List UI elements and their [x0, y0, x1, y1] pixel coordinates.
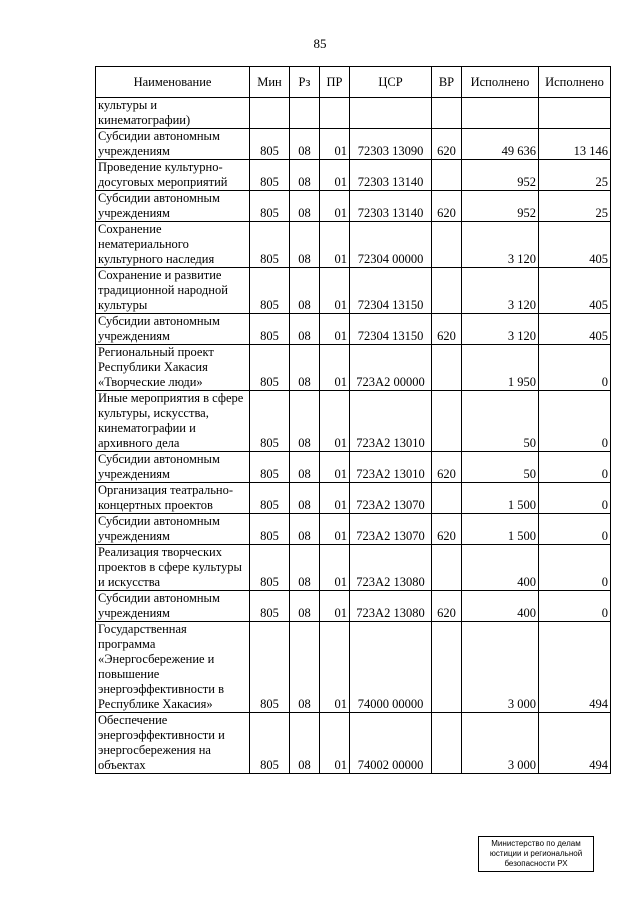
cell-vr: 620 — [432, 452, 462, 483]
cell-rz: 08 — [290, 591, 320, 622]
cell-min — [250, 98, 290, 129]
cell-csr: 72303 13140 — [350, 191, 432, 222]
header-pr: ПР — [320, 67, 350, 98]
cell-name: Сохранение и развитие традиционной народной культуры — [96, 268, 250, 314]
cell-executed-2: 25 — [539, 191, 611, 222]
cell-executed-2: 0 — [539, 514, 611, 545]
cell-min: 805 — [250, 345, 290, 391]
table-row — [96, 483, 611, 514]
cell-executed-2: 405 — [539, 268, 611, 314]
cell-executed-2 — [539, 98, 611, 129]
cell-executed-2: 405 — [539, 314, 611, 345]
cell-executed-1: 952 — [462, 160, 539, 191]
cell-name: Субсидии автономным учреждениям — [96, 514, 250, 545]
cell-name: Обеспечение энергоэффективности и энергосбережения на объектах — [96, 713, 250, 774]
cell-name: Государственная программа «Энергосбережение и повышение энергоэффективности в Республике Хакасия» — [96, 622, 250, 713]
cell-pr: 01 — [320, 160, 350, 191]
header-min: Мин — [250, 67, 290, 98]
header-executed-1: Исполнено — [462, 67, 539, 98]
cell-csr: 72304 00000 — [350, 222, 432, 268]
cell-pr: 01 — [320, 591, 350, 622]
cell-executed-2: 0 — [539, 483, 611, 514]
cell-name: Субсидии автономным учреждениям — [96, 452, 250, 483]
cell-min: 805 — [250, 391, 290, 452]
ministry-stamp — [478, 836, 594, 872]
table-row — [96, 452, 611, 483]
cell-csr: 723А2 13080 — [350, 545, 432, 591]
cell-csr: 723А2 13080 — [350, 591, 432, 622]
header-csr: ЦСР — [350, 67, 432, 98]
cell-rz: 08 — [290, 222, 320, 268]
cell-vr: 620 — [432, 514, 462, 545]
cell-vr — [432, 98, 462, 129]
cell-min: 805 — [250, 191, 290, 222]
cell-rz: 08 — [290, 314, 320, 345]
cell-min: 805 — [250, 222, 290, 268]
cell-name: Сохранение нематериального культурного наследия — [96, 222, 250, 268]
cell-name: Реализация творческих проектов в сфере культуры и искусства — [96, 545, 250, 591]
cell-executed-1: 49 636 — [462, 129, 539, 160]
cell-pr: 01 — [320, 391, 350, 452]
cell-pr: 01 — [320, 191, 350, 222]
cell-vr — [432, 345, 462, 391]
cell-csr: 72303 13140 — [350, 160, 432, 191]
cell-pr: 01 — [320, 345, 350, 391]
cell-executed-2: 0 — [539, 545, 611, 591]
table-row — [96, 129, 611, 160]
cell-csr: 74000 00000 — [350, 622, 432, 713]
cell-csr: 72304 13150 — [350, 268, 432, 314]
cell-pr: 01 — [320, 222, 350, 268]
cell-pr: 01 — [320, 622, 350, 713]
stamp-line: Министерство по делам — [491, 839, 581, 848]
table-header-row — [96, 67, 611, 98]
table-row — [96, 345, 611, 391]
table-row — [96, 622, 611, 713]
table-row — [96, 314, 611, 345]
cell-rz: 08 — [290, 483, 320, 514]
cell-pr: 01 — [320, 129, 350, 160]
cell-pr: 01 — [320, 452, 350, 483]
cell-executed-1: 50 — [462, 391, 539, 452]
cell-name: Субсидии автономным учреждениям — [96, 191, 250, 222]
cell-rz: 08 — [290, 191, 320, 222]
table-row — [96, 514, 611, 545]
cell-executed-1: 1 950 — [462, 345, 539, 391]
cell-min: 805 — [250, 545, 290, 591]
cell-executed-1: 3 120 — [462, 314, 539, 345]
cell-executed-2: 0 — [539, 391, 611, 452]
cell-executed-1: 3 000 — [462, 622, 539, 713]
cell-min: 805 — [250, 622, 290, 713]
cell-executed-1: 3 000 — [462, 713, 539, 774]
cell-pr — [320, 98, 350, 129]
cell-executed-2: 494 — [539, 713, 611, 774]
cell-rz: 08 — [290, 268, 320, 314]
table-row — [96, 591, 611, 622]
cell-vr — [432, 391, 462, 452]
cell-vr: 620 — [432, 314, 462, 345]
cell-name: Субсидии автономным учреждениям — [96, 314, 250, 345]
cell-executed-1: 1 500 — [462, 483, 539, 514]
cell-min: 805 — [250, 160, 290, 191]
header-executed-2: Исполнено — [539, 67, 611, 98]
cell-min: 805 — [250, 129, 290, 160]
page-number: 85 — [313, 36, 327, 51]
cell-pr: 01 — [320, 483, 350, 514]
cell-rz: 08 — [290, 545, 320, 591]
cell-executed-1: 400 — [462, 545, 539, 591]
cell-vr — [432, 483, 462, 514]
cell-executed-1: 50 — [462, 452, 539, 483]
cell-name: Субсидии автономным учреждениям — [96, 129, 250, 160]
table-row — [96, 191, 611, 222]
cell-csr — [350, 98, 432, 129]
header-rz: Рз — [290, 67, 320, 98]
cell-csr: 72304 13150 — [350, 314, 432, 345]
cell-rz — [290, 98, 320, 129]
cell-rz: 08 — [290, 391, 320, 452]
cell-executed-1: 3 120 — [462, 222, 539, 268]
stamp-line: безопасности РХ — [504, 859, 568, 868]
table-row — [96, 391, 611, 452]
cell-executed-1 — [462, 98, 539, 129]
cell-vr — [432, 222, 462, 268]
cell-csr: 72303 13090 — [350, 129, 432, 160]
cell-csr: 74002 00000 — [350, 713, 432, 774]
cell-csr: 723А2 00000 — [350, 345, 432, 391]
cell-name: Региональный проект Республики Хакасия «Творческие люди» — [96, 345, 250, 391]
cell-name: культуры и кинематографии) — [96, 98, 250, 129]
cell-name: Иные мероприятия в сфере культуры, искусства, кинематографии и архивного дела — [96, 391, 250, 452]
cell-executed-1: 952 — [462, 191, 539, 222]
cell-executed-2: 494 — [539, 622, 611, 713]
cell-csr: 723А2 13070 — [350, 514, 432, 545]
cell-rz: 08 — [290, 129, 320, 160]
cell-vr — [432, 713, 462, 774]
cell-min: 805 — [250, 268, 290, 314]
cell-name: Проведение культурно-досуговых мероприятий — [96, 160, 250, 191]
table-row — [96, 98, 611, 129]
cell-csr: 723А2 13070 — [350, 483, 432, 514]
budget-table — [95, 66, 611, 774]
cell-name: Организация театрально-концертных проектов — [96, 483, 250, 514]
cell-min: 805 — [250, 314, 290, 345]
cell-executed-2: 25 — [539, 160, 611, 191]
cell-min: 805 — [250, 514, 290, 545]
cell-name: Субсидии автономным учреждениям — [96, 591, 250, 622]
cell-executed-2: 0 — [539, 345, 611, 391]
table-row — [96, 222, 611, 268]
header-vr: ВР — [432, 67, 462, 98]
table-row — [96, 545, 611, 591]
cell-rz: 08 — [290, 514, 320, 545]
cell-min: 805 — [250, 483, 290, 514]
table-row — [96, 713, 611, 774]
cell-vr: 620 — [432, 129, 462, 160]
cell-vr — [432, 268, 462, 314]
header-name: Наименование — [96, 67, 250, 98]
cell-min: 805 — [250, 713, 290, 774]
cell-pr: 01 — [320, 268, 350, 314]
cell-executed-1: 3 120 — [462, 268, 539, 314]
cell-rz: 08 — [290, 622, 320, 713]
cell-vr — [432, 545, 462, 591]
cell-executed-1: 400 — [462, 591, 539, 622]
stamp-line: юстиции и региональной — [489, 849, 583, 858]
cell-csr: 723А2 13010 — [350, 391, 432, 452]
cell-pr: 01 — [320, 713, 350, 774]
table-row — [96, 160, 611, 191]
cell-executed-2: 0 — [539, 452, 611, 483]
cell-pr: 01 — [320, 514, 350, 545]
cell-rz: 08 — [290, 452, 320, 483]
cell-min: 805 — [250, 452, 290, 483]
cell-vr: 620 — [432, 591, 462, 622]
cell-rz: 08 — [290, 345, 320, 391]
cell-vr — [432, 160, 462, 191]
cell-pr: 01 — [320, 545, 350, 591]
cell-rz: 08 — [290, 713, 320, 774]
cell-executed-2: 0 — [539, 591, 611, 622]
table-row — [96, 268, 611, 314]
cell-executed-2: 405 — [539, 222, 611, 268]
cell-executed-2: 13 146 — [539, 129, 611, 160]
cell-rz: 08 — [290, 160, 320, 191]
cell-vr: 620 — [432, 191, 462, 222]
cell-vr — [432, 622, 462, 713]
cell-min: 805 — [250, 591, 290, 622]
cell-executed-1: 1 500 — [462, 514, 539, 545]
cell-csr: 723А2 13010 — [350, 452, 432, 483]
cell-pr: 01 — [320, 314, 350, 345]
